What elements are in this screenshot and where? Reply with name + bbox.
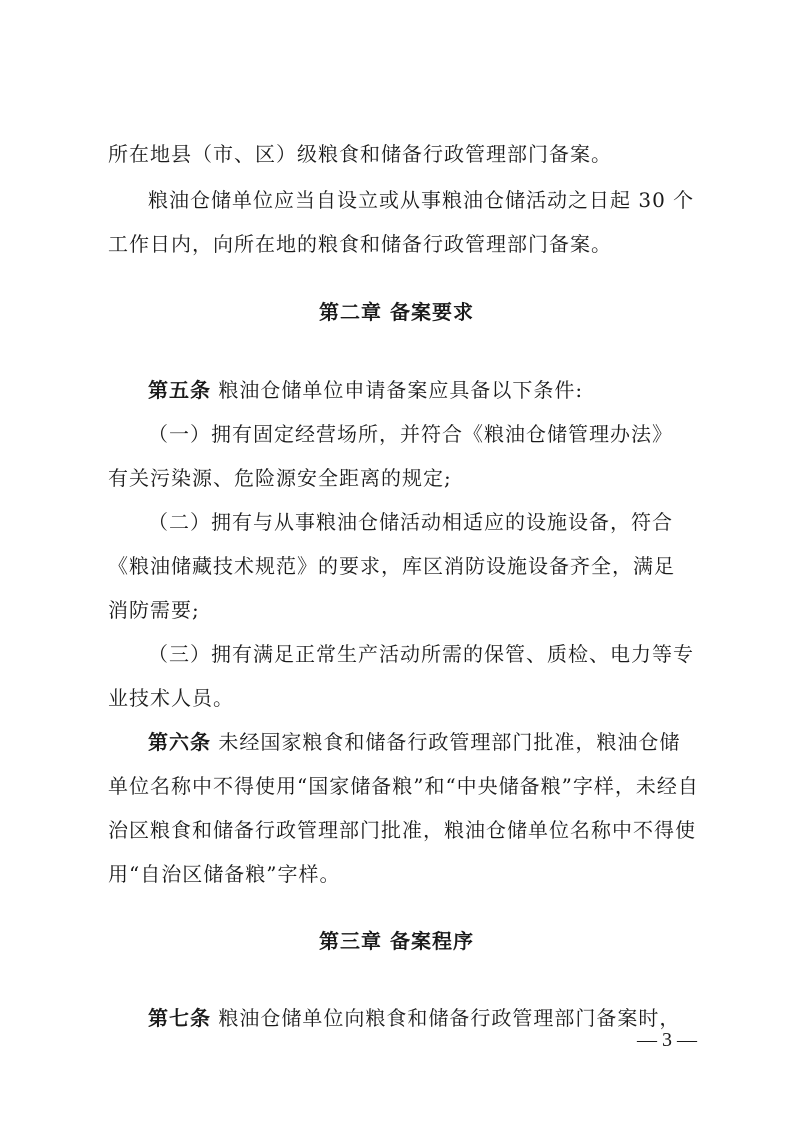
article-text: 粮油仓储单位向粮食和储备行政管理部门备案时， <box>211 1006 681 1030</box>
paragraph-line: 粮油仓储单位应当自设立或从事粮油仓储活动之日起 30 个 <box>148 188 695 212</box>
paragraph-line: 用“自治区储备粮”字样。 <box>108 862 341 886</box>
list-item-line: （三）拥有满足正常生产活动所需的保管、质检、电力等专 <box>148 642 694 666</box>
article-text: 未经国家粮食和储备行政管理部门批准，粮油仓储 <box>211 730 681 754</box>
page-number: — 3 — <box>637 1029 697 1051</box>
paragraph-line: 工作日内，向所在地的粮食和储备行政管理部门备案。 <box>108 232 612 256</box>
list-item-line: 《粮油储藏技术规范》的要求，库区消防设施设备齐全，满足 <box>108 554 675 578</box>
article-seven-line <box>148 1004 698 1032</box>
list-item-line: 消防需要; <box>108 598 200 622</box>
paragraph-line: 单位名称中不得使用“国家储备粮”和“中央储备粮”字样，未经自 <box>108 774 699 798</box>
chapter-title: 第二章 备案要求 <box>319 300 474 324</box>
article-text: 粮油仓储单位申请备案应具备以下条件: <box>211 378 584 402</box>
paragraph-line: 治区粮食和储备行政管理部门批准，粮油仓储单位名称中不得使 <box>108 818 696 842</box>
list-item-line: 有关污染源、危险源安全距离的规定; <box>108 466 452 490</box>
list-item-line: 业技术人员。 <box>108 686 234 710</box>
list-item-line: （一）拥有固定经营场所，并符合《粮油仓储管理办法》 <box>148 422 673 446</box>
article-label: 第五条 <box>148 378 211 402</box>
article-five-line <box>148 376 698 404</box>
chapter-title: 第三章 备案程序 <box>319 929 474 953</box>
paragraph-line: 所在地县（市、区）级粮食和储备行政管理部门备案。 <box>108 142 612 166</box>
list-item-line: （二）拥有与从事粮油仓储活动相适应的设施设备，符合 <box>148 510 673 534</box>
article-label: 第七条 <box>148 1006 211 1030</box>
article-six-line <box>148 728 698 756</box>
article-label: 第六条 <box>148 730 211 754</box>
